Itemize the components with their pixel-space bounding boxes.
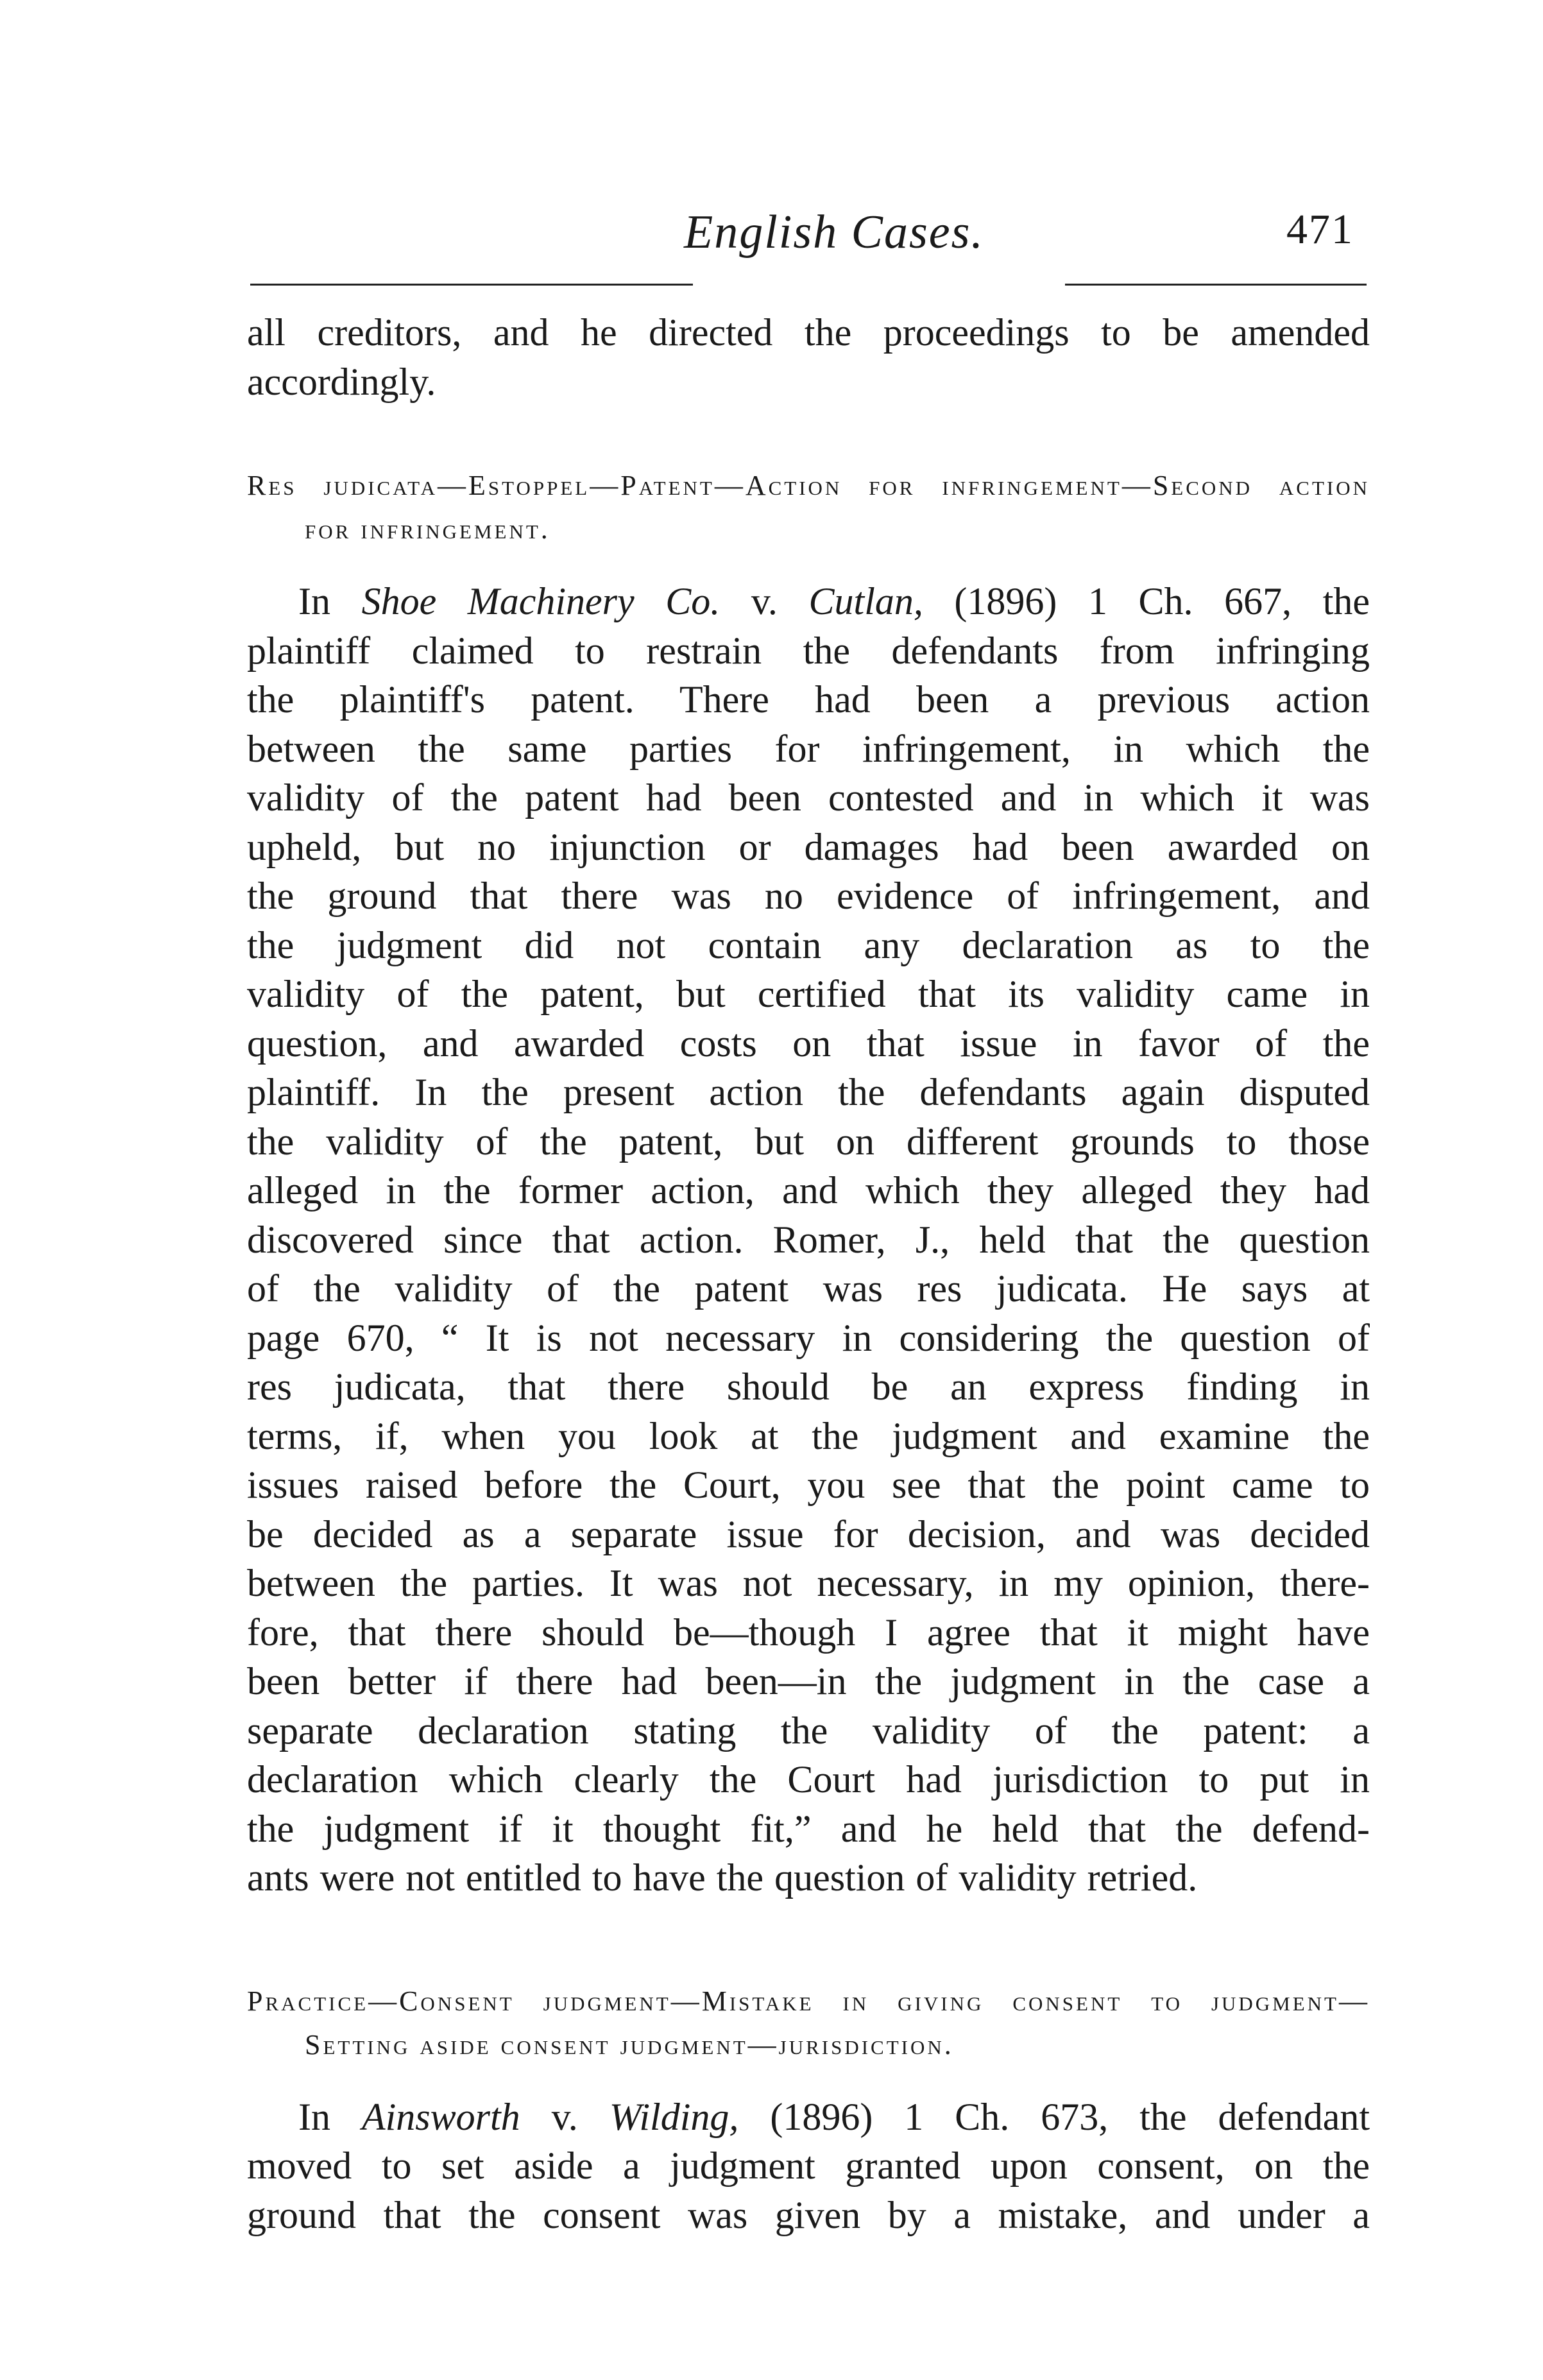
text-line: question, and awarded costs on that issue in favor of the [247,1022,1370,1065]
text-line: discovered since that action. Romer, J., held that the question [247,1218,1370,1261]
headnote-line: Practice—Consent judgment—Mistake in giving consent to judgment— [247,1985,1370,2017]
headnote-line: for infringement. [305,513,550,545]
text-line: separate declaration stating the validity of the patent: a [247,1709,1370,1752]
text-line: terms, if, when you look at the judgment and examine the [247,1414,1370,1457]
case-party-name: Cutlan, [808,580,923,622]
page-header [250,205,1367,295]
text-line: fore, that there should be—though I agree that it might have [247,1611,1370,1654]
section-headnote [247,464,1370,551]
case-versus: v. [520,2095,610,2138]
text-line: res judicata, that there should be an express finding in [247,1366,1370,1408]
page-body [247,308,1370,2239]
text-line: upheld, but no injunction or damages had been awarded on [247,825,1370,868]
case-party-name: Wilding, [609,2095,739,2138]
section-headnote [247,1980,1370,2067]
case-party-name: Ainsworth [361,2095,520,2138]
text-line: be decided as a separate issue for decision, and was decided [247,1512,1370,1555]
case-paragraph [247,2093,1370,2240]
header-rule-right [1065,284,1367,286]
headnote-line: Res judicata—Estoppel—Patent—Action for infringement—Second action [247,470,1370,501]
case-citation: (1896) 1 Ch. 673, the defendant [738,2095,1370,2138]
text-line: been better if there had been—in the judgment in the case a [247,1660,1370,1702]
text-line: validity of the patent, but certified that its validity came in [247,973,1370,1015]
page-number: 471 [1286,206,1354,253]
case-prefix: In [298,2095,362,2138]
text-line: declaration which clearly the Court had jurisdiction to put in [247,1758,1370,1801]
text-line: accordingly. [247,360,436,403]
text-line: issues raised before the Court, you see that the point came to [247,1464,1370,1506]
text-line: page 670, “ It is not necessary in considering the question of [247,1316,1370,1359]
text-line: the ground that there was no evidence of infringement, and [247,875,1370,917]
text-line: validity of the patent had been contested and in which it was [247,776,1370,819]
text-line: the judgment did not contain any declaration as to the [247,923,1370,966]
text-line: alleged in the former action, and which they alleged they had [247,1169,1370,1211]
text-line: moved to set aside a judgment granted upon consent, on the [247,2145,1370,2187]
intro-paragraph [247,308,1370,406]
case-citation-line [247,2093,1370,2142]
case-citation-line [247,577,1370,626]
text-line: ground that the consent was given by a mistake, and under a [247,2193,1370,2236]
text-line: plaintiff. In the present action the defendants again disputed [247,1071,1370,1113]
header-rule-left [250,284,693,286]
text-line: the plaintiff's patent. There had been a previous action [247,678,1370,721]
text-line: the validity of the patent, but on different grounds to those [247,1120,1370,1163]
text-line: plaintiff claimed to restrain the defendants from infringing [247,629,1370,672]
case-citation: (1896) 1 Ch. 667, the [923,580,1370,622]
case-versus: v. [720,580,809,622]
text-line: the judgment if it thought fit,” and he held that the defend- [247,1807,1370,1850]
case-prefix: In [298,580,362,622]
case-paragraph [247,577,1370,1903]
text-line: between the same parties for infringement, in which the [247,727,1370,770]
headnote-line: Setting aside consent judgment—jurisdiction. [305,2028,954,2060]
text-line: between the parties. It was not necessary, in my opinion, there- [247,1562,1370,1604]
case-party-name: Shoe Machinery Co. [361,580,720,622]
running-title: English Cases. [684,206,984,259]
text-line: all creditors, and he directed the proceedings to be amended [247,311,1370,354]
text-line: of the validity of the patent was res judicata. He says at [247,1267,1370,1310]
text-line: ants were not entitled to have the question of validity retried. [247,1856,1198,1899]
